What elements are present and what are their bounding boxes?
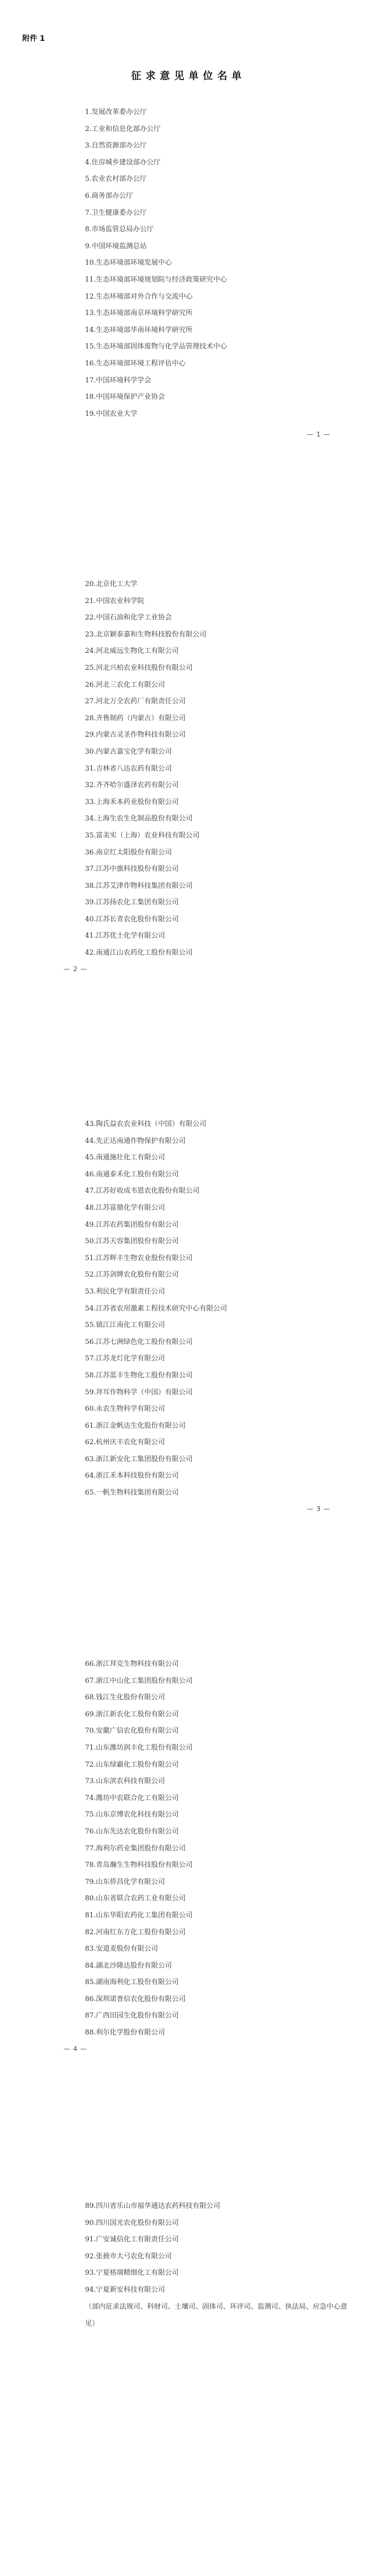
list-item: 14.生态环境部华南环境科学研究所 [85, 326, 193, 334]
list-item: 40.江苏长青农化股份有限公司 [85, 915, 179, 923]
list-item: 63.浙江新安化工集团股份有限公司 [85, 1455, 193, 1463]
list-item: 19.中国农业大学 [85, 409, 138, 418]
list-item: 82.河南红东方化工股份有限公司 [85, 1928, 186, 1936]
list-item: 15.生态环境部固体废物与化学品管理技术中心 [85, 343, 227, 351]
list-item: 80.山东省联合农药工业有限公司 [85, 1894, 186, 1903]
attachment-label: 附件 1 [22, 34, 45, 43]
list-item: 8.市场监管总局办公厅 [85, 225, 154, 234]
unit-list-page-4 [85, 1656, 193, 2041]
list-item: 69.浙江新农化工股份有限公司 [85, 1710, 179, 1718]
list-item: 2.工业和信息化部办公厅 [85, 125, 161, 133]
list-item: 77.海利尔药业集团股份有限公司 [85, 1844, 186, 1853]
list-item: 42.南通江山农药化工股份有限公司 [85, 949, 193, 957]
list-item: 31.吉林省八达农药有限公司 [85, 764, 172, 773]
list-item: 41.江苏优士化学有限公司 [85, 932, 165, 940]
list-item: 18.中国环境保护产业协会 [85, 393, 165, 401]
list-item: 75.山东京博农化科技有限公司 [85, 1811, 179, 1819]
list-item: 81.山东华阳农药化工集团有限公司 [85, 1911, 193, 1919]
list-item: 89.四川省乐山市福华通达农药科技有限公司 [85, 2202, 220, 2210]
page-title: 征求意见单位名单 [131, 70, 246, 82]
page-number: — 3 — [307, 1505, 331, 1513]
unit-list-page-5 [85, 2198, 220, 2299]
list-item: 44.先正达南通作物保护有限公司 [85, 1137, 186, 1145]
list-item: 87.广西田园生化股份有限公司 [85, 2012, 179, 2020]
list-item: 39.江苏扬农化工集团有限公司 [85, 898, 179, 907]
unit-list-page-3 [85, 1116, 227, 1501]
list-item: 45.南通施壮化工有限公司 [85, 1154, 165, 1162]
list-item: 51.江苏辉丰生物农业股份有限公司 [85, 1254, 193, 1262]
list-item: 30.内蒙古嘉宝化学有限公司 [85, 747, 172, 756]
list-item: 86.深圳诺普信农化股份有限公司 [85, 1995, 186, 2003]
list-item: 64.浙江禾本科技股份有限公司 [85, 1472, 179, 1480]
list-item: 10.生态环境部环境发展中心 [85, 259, 172, 267]
list-item: 61.浙江金帆达生化股份有限公司 [85, 1421, 186, 1430]
list-item: 49.江苏农药集团股份有限公司 [85, 1220, 179, 1229]
list-item: 11.生态环境部环境规划院与经济政策研究中心 [85, 275, 227, 284]
list-item: 5.农业农村部办公厅 [85, 175, 147, 184]
list-item: 55.镇江江南化工有限公司 [85, 1321, 165, 1330]
list-item: 38.江苏艾津作物科技集团有限公司 [85, 881, 193, 890]
page-number: — 4 — [64, 2045, 88, 2053]
list-item: 47.江苏好收成韦恩农化股份有限公司 [85, 1187, 200, 1195]
list-item: 28.齐鲁制药（内蒙古）有限公司 [85, 714, 186, 722]
list-item: 62.杭州庆丰农化有限公司 [85, 1438, 165, 1447]
list-item: 43.陶氏益农农业科技（中国）有限公司 [85, 1120, 207, 1128]
list-item: 24.河北威远生物化工有限公司 [85, 647, 179, 656]
list-item: 6.商务部办公厅 [85, 191, 133, 200]
list-item: 94.宁夏新安科技有限公司 [85, 2285, 165, 2294]
list-item: 59.拜耳作物科学（中国）有限公司 [85, 1388, 193, 1396]
list-item: 22.中国石油和化学工业协会 [85, 614, 172, 622]
list-item: 7.卫生健康委办公厅 [85, 208, 147, 217]
list-item: 57.江苏龙灯化学有限公司 [85, 1355, 165, 1363]
list-item: 37.江苏中旗科技股份有限公司 [85, 865, 179, 874]
list-item: 72.山东绿霸化工股份有限公司 [85, 1760, 179, 1769]
list-item: 71.山东潍坊润丰化工股份有限公司 [85, 1743, 193, 1752]
list-item: 88.利尔化学股份有限公司 [85, 2029, 165, 2037]
list-item: 23.北京颖泰嘉和生物科技股份有限公司 [85, 630, 207, 639]
list-item: 67.浙江中山化工集团股份有限公司 [85, 1676, 193, 1685]
list-item: 1.发展改革委办公厅 [85, 108, 147, 116]
list-item: 65.一帆生物科技集团有限公司 [85, 1489, 179, 1497]
list-item: 53.利民化学有限责任公司 [85, 1287, 165, 1296]
list-item: 46.南通泰禾化工股份有限公司 [85, 1170, 179, 1178]
list-item: 83.安道麦股份有限公司 [85, 1945, 158, 1953]
list-item: 66.浙江拜克生物科技有限公司 [85, 1660, 179, 1668]
list-item: 17.中国环境科学学会 [85, 376, 151, 385]
list-item: 3.自然资源部办公厅 [85, 142, 147, 150]
unit-list-page-2 [85, 576, 207, 962]
list-item: 52.江苏剑牌农化股份有限公司 [85, 1271, 179, 1279]
list-item: 29.内蒙古灵圣作物科技有限公司 [85, 731, 186, 739]
list-item: 91.广安诚信化工有限责任公司 [85, 2236, 179, 2244]
page-number: — 1 — [307, 431, 331, 438]
list-item: 93.宁夏格瑞精细化工有限公司 [85, 2269, 179, 2277]
list-item: 73.山东滨农科技有限公司 [85, 1777, 165, 1786]
list-item: 36.南京红太阳股份有限公司 [85, 848, 172, 857]
list-item: 54.江苏省农用激素工程技术研究中心有限公司 [85, 1304, 227, 1313]
list-item: 20.北京化工大学 [85, 580, 138, 588]
list-item: 4.住房城乡建设部办公厅 [85, 158, 161, 167]
list-item: 58.江苏蓝丰生物化工股份有限公司 [85, 1371, 193, 1379]
list-item: 33.上海禾本药业股份有限公司 [85, 798, 179, 806]
list-item: 32.齐齐哈尔盛泽农药有限公司 [85, 781, 179, 790]
list-item: 60.永农生物科学有限公司 [85, 1405, 165, 1413]
list-item: 85.湖南海利化工股份有限公司 [85, 1978, 179, 1987]
list-item: 25.河北兴柏农业科技股份有限公司 [85, 663, 193, 672]
list-item: 74.潍坊中农联合化工有限公司 [85, 1794, 179, 1802]
list-item: 27.河北万全农药厂有限责任公司 [85, 697, 186, 706]
list-item: 70.安徽广信农化股份有限公司 [85, 1727, 179, 1735]
list-item: 68.钱江生化股份有限公司 [85, 1693, 165, 1702]
list-item: 84.湖北沙隆达股份有限公司 [85, 1961, 172, 1970]
list-item: 56.江苏七洲绿色化工股份有限公司 [85, 1338, 193, 1346]
unit-list-page-1 [85, 104, 227, 422]
list-item: 9.中国环境监测总站 [85, 242, 147, 250]
list-item: 78.青岛瀚生生物科技股份有限公司 [85, 1861, 193, 1870]
note: （部内征求法规司、科财司、土壤司、固体司、环评司、监测司、执法局、应急中心意见） [85, 2303, 348, 2328]
list-item: 92.张掖市大弓农化有限公司 [85, 2252, 172, 2260]
page-number: — 2 — [64, 965, 88, 973]
list-item: 13.生态环境部南京环境科学研究所 [85, 309, 193, 318]
list-item: 26.河北三农化工有限公司 [85, 680, 165, 689]
list-item: 76.山东先达农化股份有限公司 [85, 1827, 179, 1836]
list-item: 21.中国农业科学院 [85, 597, 144, 605]
list-item: 16.生态环境部环境工程评估中心 [85, 359, 186, 368]
list-item: 79.山东侨昌化学有限公司 [85, 1878, 165, 1886]
list-item: 90.四川国光农化股份有限公司 [85, 2219, 179, 2227]
list-item: 34.上海生农生化制品股份有限公司 [85, 815, 193, 823]
list-item: 35.富美实（上海）农业科技有限公司 [85, 831, 200, 840]
list-item: 50.江苏天容集团股份有限公司 [85, 1237, 179, 1246]
list-item: 48.江苏富鼎化学有限公司 [85, 1203, 165, 1212]
list-item: 12.生态环境部对外合作与交流中心 [85, 292, 193, 301]
